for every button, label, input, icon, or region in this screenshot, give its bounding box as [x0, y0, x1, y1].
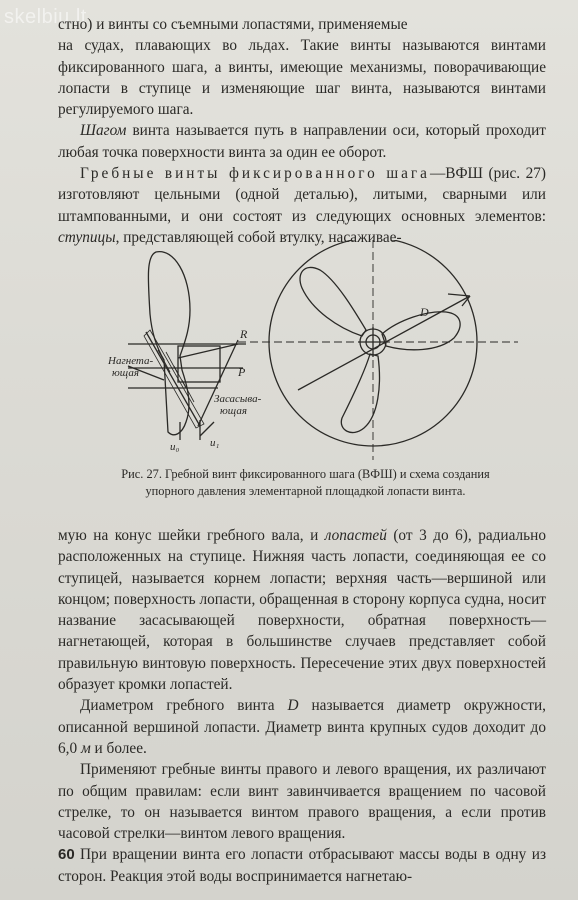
- symbol-d: D: [287, 697, 299, 715]
- label-discharge-1: Нагнета-: [108, 355, 154, 367]
- label-suction-2: ющая: [220, 405, 247, 417]
- paragraph-diameter: Диаметром гребного винта D называется диаметр окружности, описанной вершиной лопасти. Диаметр винта крупных судов доходит до 6,0 м и более.: [58, 697, 546, 757]
- bottom-text-block: [58, 525, 546, 887]
- top-text-block: [58, 14, 546, 248]
- term-blades: лопастей: [324, 527, 387, 544]
- label-d: D: [420, 305, 429, 319]
- paragraph-rotation: Применяют гребные винты правого и левого вращения, их различают по общим правилам: если винт завинчивается вращением по часовой стрелке, то он называется винтом правого вращения, а если против часовой стрелки—винтом левого вращения.: [58, 761, 546, 843]
- propeller-front-view: [238, 240, 518, 460]
- label-r: R: [240, 327, 248, 341]
- paragraph-pitch: Шагом винта называется путь в направлении оси, который проходит любая точка поверхности винта за один ее оборот.: [58, 122, 546, 161]
- page-number: 60: [58, 846, 75, 863]
- figure-caption: Рис. 27. Гребной винт фиксированного шага (ВФШ) и схема создания упорного давления элементарной площадкой лопасти винта.: [121, 467, 490, 498]
- label-u0: u₀: [170, 441, 180, 453]
- label-u1: u₁: [210, 437, 220, 449]
- paragraph-reaction: При вращении винта его лопасти отбрасывают массы воды в одну из сторон. Реакция этой воды воспринимается нагнетаю-: [58, 846, 546, 885]
- label-discharge-2: ющая: [112, 367, 139, 379]
- paragraph-line: стно) и винты со съемными лопастями, применяемые: [58, 16, 408, 33]
- paragraph-vfsh: Гребные винты фиксированного шага—ВФШ (рис. 27) изготовляют цельными (одной деталью), литыми, сварными или штампованными, и они состоят из следующих основных элементов: ступицы, представляющей собой втулку, насаживае-: [58, 165, 546, 246]
- unit-m: м: [80, 739, 91, 757]
- label-suction-1: Засасыва-: [214, 393, 262, 405]
- paragraph: на судах, плавающих во льдах. Такие винты называются винтами фиксированного шага, а винты, имеющие механизмы, поворачивающие лопасти в ступице и изменяющие шаг винта, называются винтами регулируемого шага.: [58, 37, 546, 119]
- watermark: skelbiu.lt: [4, 6, 87, 28]
- label-p: P: [238, 365, 246, 379]
- term-hub: ступицы: [58, 228, 116, 246]
- propeller-figure: [98, 240, 528, 468]
- term-vfsh: Гребные винты фиксированного шага: [80, 165, 430, 183]
- paragraph-blades: мую на конус шейки гребного вала, и лопастей (от 3 до 6), радиально расположенных на ступице. Нижняя часть лопасти, соединяющая ее со ступицей, называется корнем лопасти; верхняя часть—вершиной или концом; поверхность лопасти, обращенная в сторону корпуса судна, носит название засасывающей поверхности, обратная поверхность—нагнетающей, которая в большинстве случаев представляет собой правильную винтовую поверхность. Пересечение этих двух поверхностей образует кромки лопастей.: [58, 527, 546, 694]
- term-pitch: Шагом: [80, 122, 127, 140]
